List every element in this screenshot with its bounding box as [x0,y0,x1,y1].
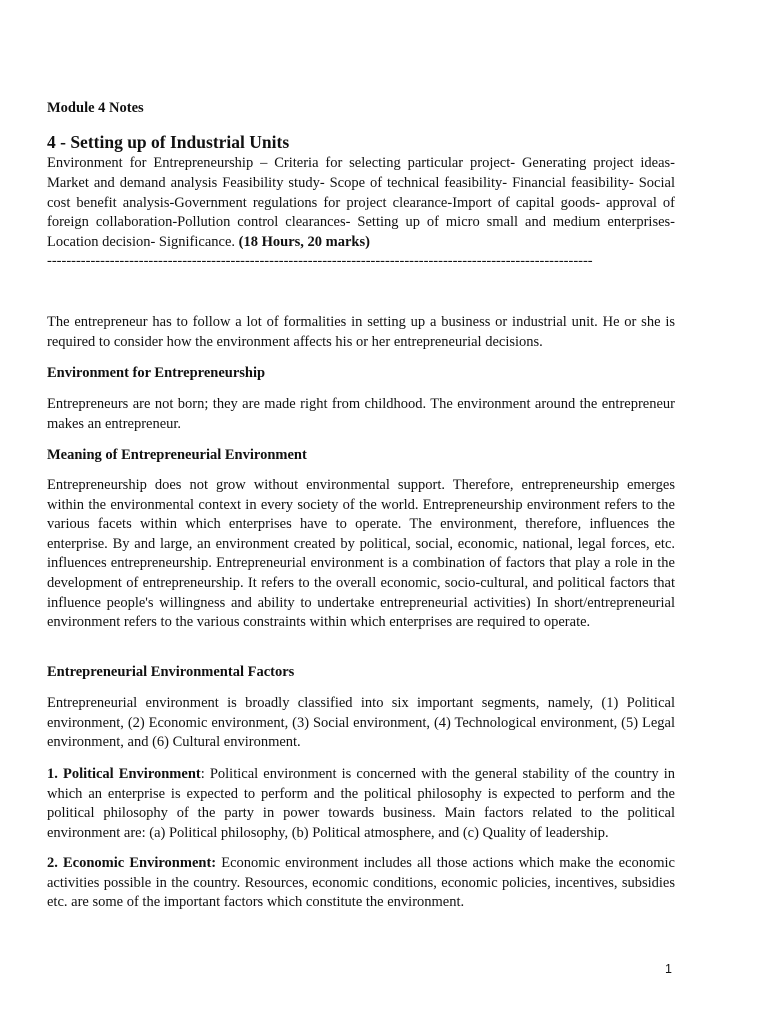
syllabus-text: Environment for Entrepreneurship – Criteria for selecting particular project- Generating project ideas- Market and demand analysis Feasibility study- Scope of technical feasibility- Financial feasibility- Social cost benefit analysis-Government regulations for project clearance-Import of capital goods- approval of foreign collaboration-Pollution control clearances- Setting up of micro small and medium enterprises-Location decision- Significance. [47,155,675,251]
hours-marks: (18 Hours, 20 marks) [238,234,370,251]
syllabus-summary [47,154,675,253]
factor-lead: 1. Political Environment [47,766,201,782]
section-text: Entrepreneurs are not born; they are made right from childhood. The environment around the entrepreneur makes an entrepreneur. [47,396,675,432]
section-heading-meaning: Meaning of Entrepreneurial Environment [47,447,307,463]
dashed-divider: ----------------------------------------------------------------------------------------------------------------- [47,253,593,269]
section-text: Entrepreneurial environment is broadly classified into six important segments, namely, (1) Political environment, (2) Economic environment, (3) Social environment, (4) Technological environment, (5) Legal environment, and (6) Cultural environment. [47,695,675,751]
factor-economic [47,854,675,913]
section-paragraph-meaning [47,476,675,633]
factor-political [47,765,675,843]
module-label: Module 4 Notes [47,100,144,116]
intro-paragraph [47,313,675,352]
factor-text: Economic environment includes all those actions which make the economic activities possible in the country. Resources, economic conditions, economic policies, incentives, subsidies etc. are some of the important factors which constitute the environment. [47,855,675,911]
section-heading-environment: Environment for Entrepreneurship [47,365,266,381]
unit-title: 4 - Setting up of Industrial Units [47,132,290,152]
factor-lead: 2. Economic Environment: [47,855,217,871]
section-heading-factors: Entrepreneurial Environmental Factors [47,664,295,680]
intro-text: The entrepreneur has to follow a lot of formalities in setting up a business or industrial unit. He or she is required to consider how the environment affects his or her entrepreneurial decisions. [47,314,675,350]
section-text: Entrepreneurship does not grow without environmental support. Therefore, entrepreneurship emerges within the environmental context in every society of the world. Entrepreneurship environment refers to the various facets within which enterprises have to operate. The environment, therefore, influences the enterprise. By and large, an environment created by political, social, economic, national, legal forces, etc. influences entrepreneurship. Entrepreneurial environment is a combination of factors that play a role in the development of entrepreneurship. It refers to the overall economic, socio-cultural, and political factors that influence people's willingness and ability to undertake entrepreneurial activities) In short/entrepreneurial environment refers to the various constraints within which enterprises are required to operate. [47,477,675,631]
factor-text: : Political environment is concerned with the general stability of the country in which an enterprise is expected to perform and the political philosophy is expected to perform and the political philosophy of the party in power towards business. Main factors related to the political environment are: (a) Political philosophy, (b) Political atmosphere, and (c) Quality of leadership. [47,766,675,841]
page-number: 1 [665,962,672,976]
section-paragraph-environment [47,395,675,434]
section-paragraph-factors [47,694,675,753]
